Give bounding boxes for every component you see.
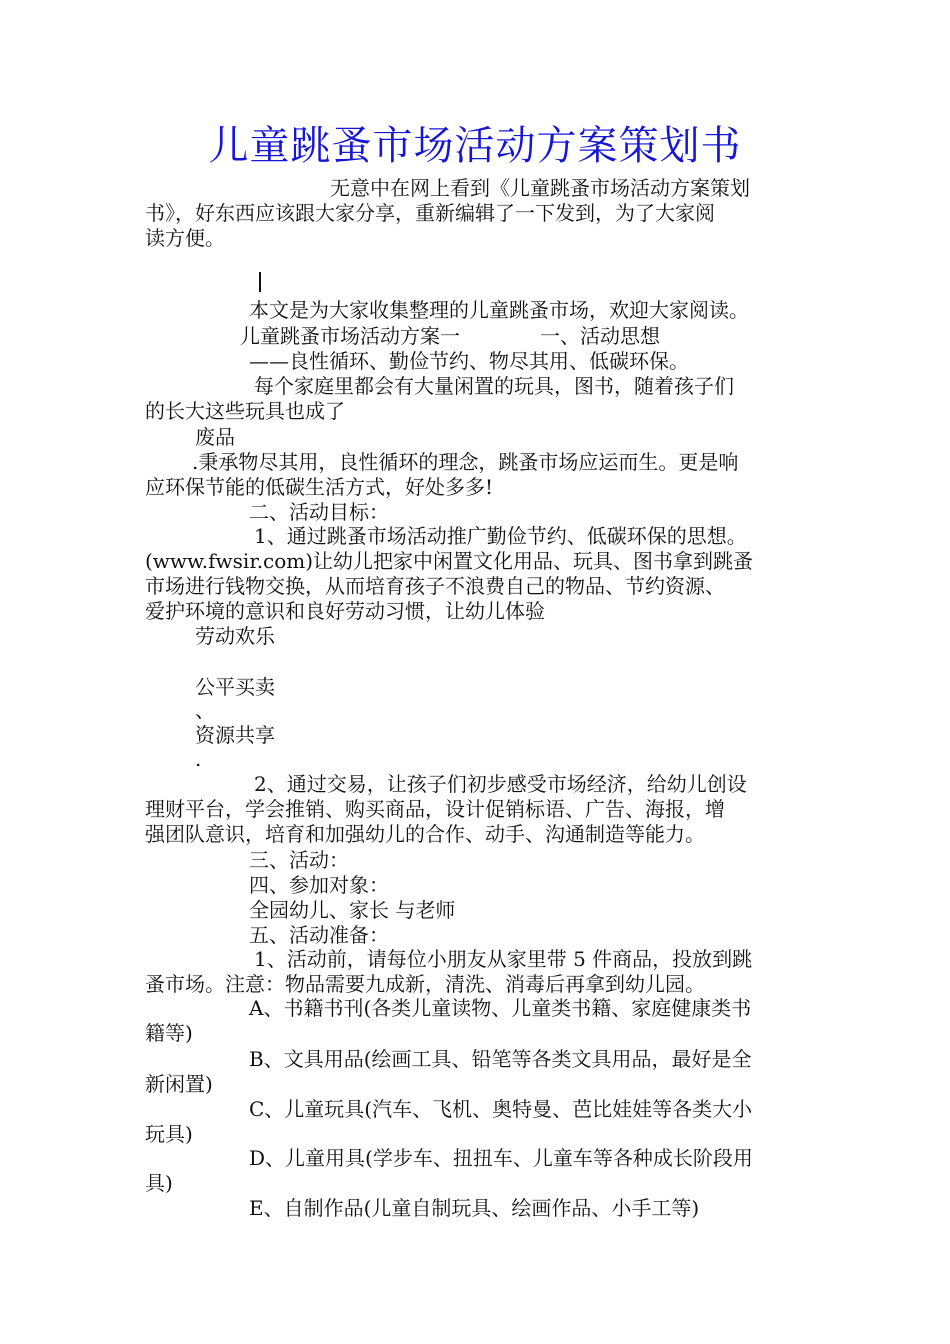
- item-e-line: E、自制作品(儿童自制玩具、绘画作品、小手工等): [249, 1196, 700, 1220]
- item-b-line-2: 新闲置): [145, 1072, 213, 1096]
- goal-1-line-2: (www.fwsir.com)让幼儿把家中闲置文化用品、玩具、图书拿到跳蚤: [145, 549, 754, 573]
- section-4-heading: 四、参加对象：: [249, 873, 389, 897]
- summary-line: 本文是为大家收集整理的儿童跳蚤市场，欢迎大家阅读。: [249, 298, 749, 322]
- plan-title: 儿童跳蚤市场活动方案一: [240, 324, 460, 348]
- section-1-para-line-2: 的长大这些玩具也成了: [145, 399, 345, 423]
- labor-joy: 劳动欢乐: [195, 624, 275, 648]
- prep-1-line-2: 蚤市场。注意：物品需要九成新，清洗、消毒后再拿到幼儿园。: [145, 972, 705, 996]
- item-c-line-2: 玩具): [145, 1122, 193, 1146]
- item-b-line-1: B、文具用品(绘画工具、铅笔等各类文具用品，最好是全: [249, 1047, 752, 1071]
- list-comma: 、: [195, 698, 215, 722]
- item-d-line-1: D、儿童用具(学步车、扭扭车、儿童车等各种成长阶段用: [249, 1146, 753, 1170]
- item-d-line-2: 具): [145, 1171, 173, 1195]
- intro-line-2: 书》，好东西应该跟大家分享，重新编辑了一下发到，为了大家阅: [145, 201, 715, 225]
- goal-1-line-1: 1、通过跳蚤市场活动推广勤俭节约、低碳环保的思想。: [254, 524, 747, 548]
- participants: 全园幼儿、家长 与老师: [249, 898, 456, 922]
- prep-1-line-1: 1、活动前，请每位小朋友从家里带 5 件商品，投放到跳: [254, 947, 753, 971]
- item-a-line-1: A、书籍书刊(各类儿童读物、儿童类书籍、家庭健康类书: [249, 996, 752, 1020]
- intro-line-1: 无意中在网上看到《儿童跳蚤市场活动方案策划: [330, 176, 750, 200]
- list-period: .: [195, 747, 202, 771]
- goal-2-line-3: 强团队意识，培育和加强幼儿的合作、动手、沟通制造等能力。: [145, 822, 705, 846]
- section-1-para2-line-1: .秉承物尽其用，良性循环的理念，跳蚤市场应运而生。更是响: [192, 450, 739, 474]
- item-c-line-1: C、儿童玩具(汽车、飞机、奥特曼、芭比娃娃等各类大小: [249, 1097, 753, 1121]
- goal-1-line-3: 市场进行钱物交换，从而培育孩子不浪费自己的物品、节约资源、: [145, 574, 725, 598]
- goal-2-line-1: 2、通过交易，让孩子们初步感受市场经济，给幼儿创设: [254, 772, 747, 796]
- goal-1-line-4: 爱护环境的意识和良好劳动习惯，让幼儿体验: [145, 599, 545, 623]
- fair-trade: 公平买卖: [195, 675, 275, 699]
- text-cursor: [259, 272, 261, 292]
- document-title: 儿童跳蚤市场活动方案策划书: [208, 123, 742, 169]
- waste-word: 废品: [195, 425, 235, 449]
- section-2-heading: 二、活动目标：: [249, 500, 389, 524]
- section-1-para2-line-2: 应环保节能的低碳生活方式，好处多多!: [145, 475, 494, 499]
- section-1-para-line-1: 每个家庭里都会有大量闲置的玩具，图书，随着孩子们: [254, 374, 734, 398]
- section-1-heading: 一、活动思想: [540, 324, 660, 348]
- section-3-heading: 三、活动：: [249, 848, 349, 872]
- item-a-line-2: 籍等): [145, 1021, 193, 1045]
- section-5-heading: 五、活动准备：: [249, 923, 389, 947]
- resource-share: 资源共享: [195, 723, 275, 747]
- intro-line-3: 读方便。: [145, 226, 225, 250]
- section-1-line: ——良性循环、勤俭节约、物尽其用、低碳环保。: [249, 349, 689, 373]
- goal-2-line-2: 理财平台，学会推销、购买商品，设计促销标语、广告、海报，增: [145, 797, 725, 821]
